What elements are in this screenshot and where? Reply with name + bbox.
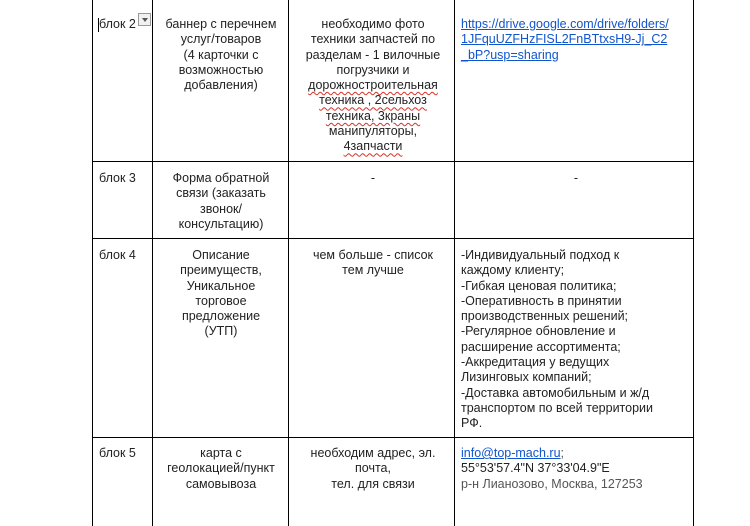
email-link[interactable]: info@top-mach.ru xyxy=(461,446,561,460)
block-content[interactable]: -Индивидуальный подход к каждому клиенту; -Гибкая ценовая политика; -Оперативность в принятии производственных решений; -Регулярное обновление и расширение ассортимента; -Аккредитация у ведущих Лизинговых компаний; -Доставка автомобильным и ж/д транспортом по всей территории РФ. xyxy=(461,248,654,431)
table-row xyxy=(92,438,694,526)
table-row xyxy=(92,239,694,438)
block-description[interactable]: Описание преимуществ, Уникальное торговое предложение (УТП) xyxy=(180,248,262,339)
block-label[interactable]: блок 4 xyxy=(99,248,136,262)
table-row xyxy=(92,0,694,162)
block-description[interactable]: карта с геолокацией/пункт самовывоза xyxy=(167,446,275,491)
dropdown-arrow-icon[interactable] xyxy=(138,13,151,26)
block-description[interactable]: баннер с перечнем услуг/товаров (4 карточки с возможностью добавления) xyxy=(165,17,277,93)
address-text: р-н Лианозово, Москва, 127253 xyxy=(461,476,643,491)
coordinates-text: 55°53'57.4"N 37°33'04.9"E xyxy=(461,461,610,476)
table-row xyxy=(92,162,694,239)
block-content[interactable] xyxy=(461,17,691,63)
block-content[interactable]: info@top-mach.ru; 55°53'57.4"N 37°33'04.9"E р-н Лианозово, Москва, 127253 xyxy=(461,446,691,492)
block-requirements[interactable]: - xyxy=(370,171,376,185)
block-label[interactable]: блок 2 xyxy=(99,17,136,31)
block-requirements[interactable]: необходимо фото техники запчастей по разделам - 1 вилочные погрузчики и дорожностроительная техника , 2сельхоз техника, 3краны манипуляторы, 4запчасти xyxy=(305,17,441,154)
text-cursor xyxy=(98,18,99,32)
block-label[interactable]: блок 5 xyxy=(99,446,136,460)
block-content[interactable]: - xyxy=(573,171,579,185)
block-description[interactable]: Форма обратной связи (заказать звонок/ консультацию) xyxy=(172,171,270,231)
drive-link[interactable]: 1JFquUZFHzFISL2FnBTtxsH9-Jj_C2 xyxy=(461,32,668,47)
block-label[interactable]: блок 3 xyxy=(99,171,136,185)
block-requirements[interactable]: чем больше - список тем лучше xyxy=(312,248,434,278)
drive-link[interactable]: _bP?usp=sharing xyxy=(461,47,559,62)
drive-link[interactable]: https://drive.google.com/drive/folders/ xyxy=(461,17,669,31)
block-requirements[interactable]: необходим адрес, эл. почта, тел. для связи xyxy=(310,446,436,491)
